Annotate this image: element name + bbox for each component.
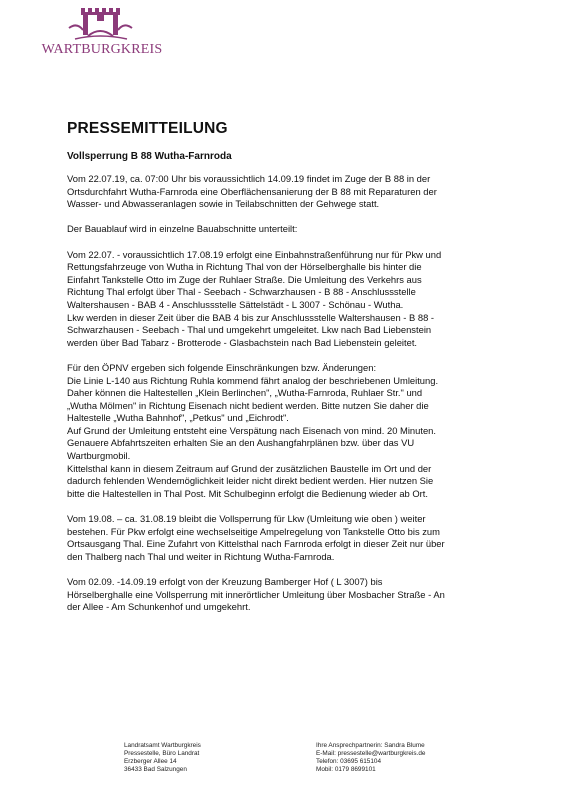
text-line: Waltershausen - BAB 4 - Anschlussstelle Sättelstädt - L 3007 - Schönau - Wutha.	[67, 298, 404, 310]
text-line: Kittelsthal kann in diesem Zeitraum auf Grund der zusätzlichen Baustelle im Ort und der	[67, 462, 432, 474]
text-line: Wasser- und Abwasseranlagen sowie in Teilabschnitten der Gehwege statt.	[67, 198, 380, 210]
text-line: Ortsausgang Thal. Eine Zufahrt von Kittelsthal nach Farnroda erfolgt in dieser Zeit nur über	[67, 538, 445, 550]
paragraph	[67, 249, 507, 350]
text-line: Schwarzhausen - Seebach - Thal und umgekehrt umgeleitet. Lkw nach Bad Liebenstein	[67, 324, 432, 336]
paragraph	[67, 362, 507, 501]
text-line: Richtung Thal erfolgt über Thal - Seebach - Schwarzhausen - B 88 - Anschlussstelle	[67, 286, 416, 298]
paragraph	[67, 576, 507, 614]
text-line: Hörselberghalle eine Vollsperrung mit innerörtlicher Umleitung über Mosbacher Straße - An	[67, 588, 445, 600]
footer-line: Erzberger Allee 14	[124, 757, 177, 765]
text-line: Vom 22.07. - voraussichtlich 17.08.19 erfolgt eine Einbahnstraßenführung nur für Pkw und	[67, 248, 442, 260]
subtitle: Vollsperrung B 88 Wutha-Farnroda	[67, 151, 232, 162]
text-line: Daher können die Haltestellen „Klein Berlinchen", „Wutha-Farnroda, Ruhlaer Str." und	[67, 387, 423, 399]
footer-line: 36433 Bad Salzungen	[124, 765, 187, 773]
text-line: Für den ÖPNV ergeben sich folgende Einschränkungen bzw. Änderungen:	[67, 361, 377, 373]
paragraph	[67, 513, 507, 563]
footer-address	[124, 742, 201, 774]
text-line: Die Linie L-140 aus Richtung Ruhla kommend fährt analog der beschriebenen Umleitung.	[67, 374, 439, 386]
text-line: werden über Bad Tabarz - Brotterode - Glasbachstein nach Bad Liebenstein geleitet.	[67, 336, 418, 348]
text-line: bitte die Haltestellen in Thal Post. Mit Schulbeginn erfolgt die Bedienung wieder ab Ort.	[67, 487, 428, 499]
text-line: Lkw werden in dieser Zeit über die BAB 4 bis zur Anschlussstelle Waltershausen - B 88 -	[67, 311, 435, 323]
text-line: Ortsdurchfahrt Wutha-Farnroda eine Oberflächensanierung der B 88 mit Reparaturen der	[67, 185, 437, 197]
footer-line: Ihre Ansprechpartnerin: Sandra Blume	[316, 742, 425, 749]
text-line: Haltestelle „Wutha Bahnhof", „Petkus" und „Eichrodt".	[67, 412, 289, 424]
footer-phone: Telefon: 03695 615104	[316, 757, 382, 765]
text-line: Auf Grund der Umleitung entsteht eine Verspätung nach Eisenach von mind. 20 Minuten.	[67, 424, 436, 436]
text-line: Wartburgmobil.	[67, 450, 131, 462]
footer-email[interactable]: E-Mail: pressestelle@wartburgkreis.de	[316, 749, 426, 757]
text-line: dadurch fehlenden Wendemöglichkeit leider nicht direkt bedient werden. Hier nutzen Sie	[67, 475, 434, 487]
paragraph	[67, 173, 507, 211]
text-line: der Allee - Am Schunkenhof und umgekehrt.	[67, 601, 251, 613]
text-line: Der Bauablauf wird in einzelne Bauabschnitte unterteilt:	[67, 223, 298, 235]
text-line: bestehen. Für Pkw erfolgt eine wechselseitige Ampelregelung von Tankstelle Otto bis zum	[67, 525, 440, 537]
page-title: PRESSEMITTEILUNG	[67, 120, 228, 137]
text-line: Rettungsfahrzeuge von Wutha in Richtung Thal von der Hörselberghalle bis hinter die	[67, 261, 422, 273]
footer-mobile: Mobil: 0179 8699101	[316, 765, 376, 773]
text-line: Vom 19.08. – ca. 31.08.19 bleibt die Vollsperrung für Lkw (Umleitung wie oben ) weiter	[67, 513, 426, 525]
text-line: den Thalberg nach Thal und weiter in Richtung Wutha-Farnroda.	[67, 550, 335, 562]
footer-line: Pressestelle, Büro Landrat	[124, 749, 200, 757]
press-release-body	[67, 120, 507, 626]
text-line: Vom 22.07.19, ca. 07:00 Uhr bis voraussichtlich 14.09.19 findet im Zuge der B 88 in der	[67, 173, 431, 184]
logo-text: WARTBURGKREIS	[41, 42, 163, 57]
text-line: „Wutha Mölmen" in Richtung Eisenach nicht bedient werden. Bitte nutzen Sie daher die	[67, 399, 429, 411]
footer-contact	[316, 742, 426, 774]
footer-line: Landratsamt Wartburgkreis	[124, 742, 201, 749]
text-line: Vom 02.09. -14.09.19 erfolgt von der Kreuzung Bamberger Hof ( L 3007) bis	[67, 576, 383, 587]
text-line: Einfahrt Tankstelle Otto im Zuge der Ruhlaer Straße. Die Umleitung des Verkehrs aus	[67, 273, 422, 285]
text-line: Genauere Abfahrtszeiten erhalten Sie an den Aushangfahrplänen bzw. über das VU	[67, 437, 415, 449]
wartburgkreis-logo	[37, 6, 167, 66]
castle-crown-icon	[67, 6, 137, 42]
paragraph	[67, 223, 507, 236]
